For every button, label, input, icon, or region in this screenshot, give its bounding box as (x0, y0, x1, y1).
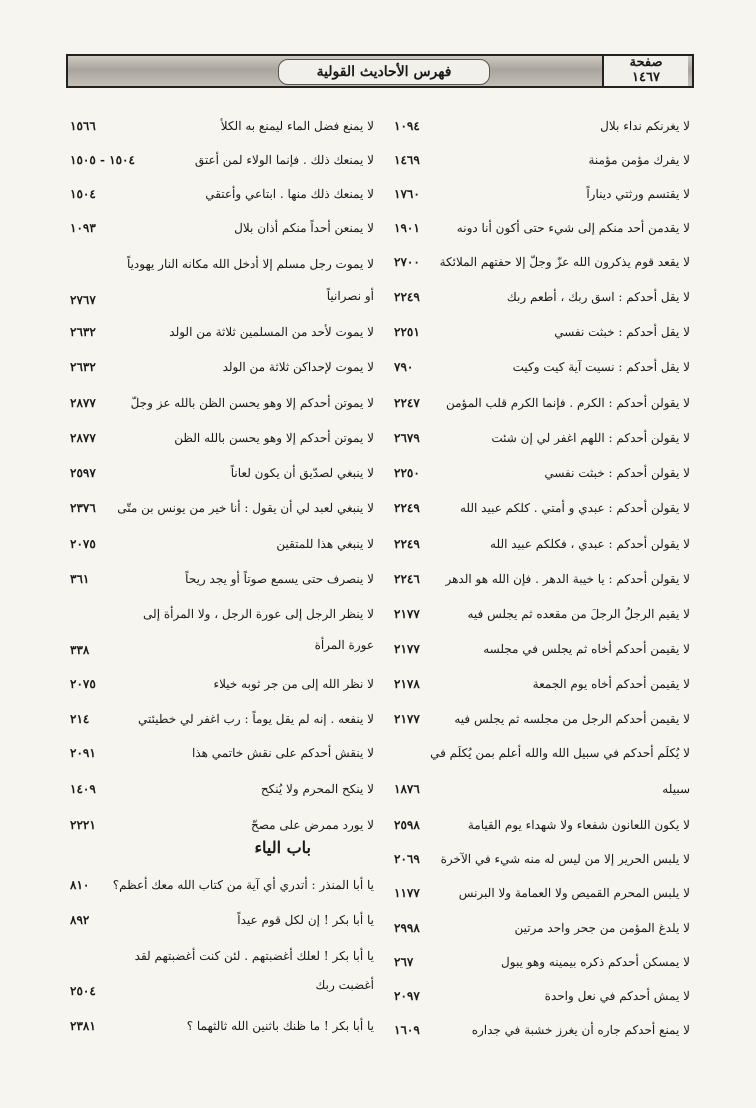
page-ref: ٢٠٧٥ (70, 537, 96, 551)
page-ref: ٢١٤ (70, 712, 90, 726)
page-ref: ١٤٠٩ (70, 782, 96, 796)
hadith-entry: لا ينظر الرجل إلى عورة الرجل ، ولا المرأة إلى (143, 607, 374, 621)
hadith-entry: لا يمنعك ذلك منها . ابتاعي وأعتقي (205, 187, 374, 201)
page-ref: ١٥٠٤ - ١٥٠٥ (70, 153, 135, 167)
page-ref: ٢٢٤٦ (394, 572, 420, 586)
page-ref: ١٦٠٩ (394, 1023, 420, 1037)
hadith-entry: لا ينبغي هذا للمتقين (276, 537, 374, 551)
hadith-entry: لا يقل أحدكم : اسق ربك ، أطعم ربك (506, 290, 690, 304)
hadith-entry: لا يقتسم ورثتي ديناراً (586, 187, 690, 201)
hadith-entry: أغضبت ربك (315, 978, 374, 992)
hadith-entry: لا يقيمن أحدكم أخاه يوم الجمعة (532, 677, 690, 691)
hadith-entry: لا يورد ممرض على مصحّ (251, 818, 374, 832)
page-ref: ٢٩٩٨ (394, 921, 420, 935)
hadith-entry: يا أبا المنذر : أتدري أي آية من كتاب الله معك أعظم؟ (112, 878, 374, 892)
page-ref: ٢٨٧٧ (70, 431, 96, 445)
page-ref: ٢١٧٧ (394, 712, 420, 726)
hadith-entry: لا ينبغي لعبد لي أن يقول : أنا خير من يونس بن متّى (117, 501, 374, 515)
hadith-entry: عورة المرأة (314, 638, 374, 652)
hadith-entry: لا يكون اللعانون شفعاء ولا شهداء يوم القيامة (467, 818, 690, 832)
hadith-entry: لا يمنعك ذلك . فإنما الولاء لمن أعتق (194, 153, 374, 167)
page-ref: ٢٧٦٧ (70, 293, 96, 307)
page-ref: ٢١٧٧ (394, 642, 420, 656)
hadith-entry: لا يقل أحدكم : خبثت نفسي (554, 325, 690, 339)
page-number: ١٤٦٧ (632, 70, 660, 85)
hadith-entry: لا ينكح المحرم ولا يُنكح (260, 782, 374, 796)
hadith-entry: لا يقل أحدكم : نسيت آية كيت وكيت (512, 360, 690, 374)
page-ref: ٢٠٧٥ (70, 677, 96, 691)
section-heading: باب الياء (254, 838, 311, 857)
page-ref: ٢٥٩٨ (394, 818, 420, 832)
hadith-entry: لا نظر الله إلى من جر ثوبه خيلاء (213, 677, 374, 691)
page-ref: ٢٦٧ (394, 955, 414, 969)
hadith-entry: لا يقولن أحدكم : الكرم . فإنما الكرم قلب المؤمن (445, 396, 690, 410)
hadith-entry: لا يموتن أحدكم إلا وهو يحسن الظن بالله عز وجلّ (130, 396, 374, 410)
hadith-entry: لا يقولن أحدكم : عبدي و أمتي . كلكم عبيد الله (459, 501, 690, 515)
page-ref: ٢٠٦٩ (394, 852, 420, 866)
page-ref: ٢٠٩٧ (394, 989, 420, 1003)
page-ref: ١٠٩٣ (70, 221, 96, 235)
hadith-entry: لا يقعد قوم يذكرون الله عزّ وجلّ إلا حفتهم الملائكة (439, 255, 690, 269)
page-ref: ٧٩٠ (394, 360, 414, 374)
page-ref: ١٠٩٤ (394, 119, 420, 133)
hadith-entry: يا أبا بكر ! إن لكل قوم عيداً (237, 913, 374, 927)
page-ref: ١٥٦٦ (70, 119, 96, 133)
page-ref: ٢٦٣٢ (70, 360, 96, 374)
page-ref: ٢٦٧٩ (394, 431, 420, 445)
page-ref: ٨١٠ (70, 878, 90, 892)
page-ref: ٢٢٤٩ (394, 501, 420, 515)
hadith-entry: لا يمنعن أحداً منكم أذان بلال (234, 221, 374, 235)
page-ref: ٢١٧٨ (394, 677, 420, 691)
page-ref: ١٤٦٩ (394, 153, 420, 167)
page-ref: ٢٥٠٤ (70, 984, 96, 998)
hadith-entry: لا يقدمن أحد منكم إلى شيء حتى أكون أنا دونه (456, 221, 690, 235)
hadith-entry: لا ينفعه . إنه لم يقل يوماً : رب اغفر لي خطيئتي (138, 712, 374, 726)
hadith-entry: لا يموت لأحد من المسلمين ثلاثة من الولد (169, 325, 374, 339)
page-header (66, 54, 694, 88)
page-ref: ٢٢٤٧ (394, 396, 420, 410)
hadith-entry: لا يموت رجل مسلم إلا أدخل الله مكانه النار يهودياً (126, 257, 374, 271)
hadith-entry: لا يقولن أحدكم : اللهم اغفر لي إن شئت (491, 431, 690, 445)
hadith-entry: يا أبا بكر ! ما ظنك باثنين الله ثالثهما ؟ (186, 1019, 374, 1033)
hadith-entry: لا يمسكن أحدكم ذكره بيمينه وهو يبول (501, 955, 690, 969)
page-ref: ٢٠٩١ (70, 746, 96, 760)
hadith-entry: لا يُكلَم أحدكم في سبيل الله والله أعلم بمن يُكلَم في (430, 746, 690, 760)
page-ref: ٢٢٤٩ (394, 290, 420, 304)
page-ref: ٢٢٥٠ (394, 466, 420, 480)
hadith-entry: لا يموتن أحدكم إلا وهو يحسن بالله الظن (174, 431, 374, 445)
page-ref: ٢٥٩٧ (70, 466, 96, 480)
hadith-entry: لا يغرنكم نداء بلال (600, 119, 690, 133)
page-ref: ٢٨٧٧ (70, 396, 96, 410)
hadith-entry: لا يقولن أحدكم : يا خيبة الدهر . فإن الله هو الدهر (445, 572, 690, 586)
page-ref: ٢٣٨١ (70, 1019, 96, 1033)
hadith-entry: لا ينصرف حتى يسمع صوتاً أو يجد ريحاً (185, 572, 374, 586)
hadith-entry: لا يمنع فضل الماء ليمنع به الكلأ (220, 119, 374, 133)
hadith-entry: لا يمنع أحدكم جاره أن يغرز خشبة في جداره (471, 1023, 690, 1037)
hadith-entry: لا يمش أحدكم في نعل واحدة (544, 989, 690, 1003)
hadith-entry: لا ينقش أحدكم على نقش خاتمي هذا (192, 746, 374, 760)
hadith-entry: لا يقيم الرجلُ الرجلَ من مقعده ثم يجلس فيه (467, 607, 690, 621)
hadith-entry: يا أبا بكر ! لعلك أغضبتهم . لئن كنت أغضبتهم لقد (134, 949, 374, 963)
page-ref: ١١٧٧ (394, 886, 420, 900)
hadith-entry: لا يلبس المحرم القميص ولا العمامة ولا البرنس (458, 886, 690, 900)
hadith-entry: أو نصرانياً (326, 289, 374, 303)
hadith-entry: لا يلدغ المؤمن من جحر واحد مرتين (514, 921, 690, 935)
page-ref: ٢١٧٧ (394, 607, 420, 621)
hadith-entry: لا يفرك مؤمن مؤمنة (588, 153, 690, 167)
page-label: صفحة (629, 55, 663, 70)
page-number-box (602, 56, 688, 86)
page-ref: ٢٢٥١ (394, 325, 420, 339)
hadith-entry: لا ينبغي لصدّيق أن يكون لعاناً (230, 466, 374, 480)
hadith-entry: لا يقولن أحدكم : عبدي ، فكلكم عبيد الله (490, 537, 690, 551)
hadith-entry: لا يقيمن أحدكم الرجل من مجلسه ثم يجلس فيه (454, 712, 690, 726)
hadith-entry: لا يموت لإحداكن ثلاثة من الولد (222, 360, 374, 374)
hadith-entry: لا يقولن أحدكم : خبثت نفسي (544, 466, 690, 480)
page-ref: ٨٩٢ (70, 913, 90, 927)
hadith-entry: سبيله (662, 782, 690, 796)
page-ref: ٢٣٧٦ (70, 501, 96, 515)
page-ref: ٣٦١ (70, 572, 90, 586)
hadith-entry: لا يلبس الحرير إلا من ليس له منه شيء في الآخرة (440, 852, 690, 866)
page-ref: ١٥٠٤ (70, 187, 96, 201)
page-ref: ٣٣٨ (70, 643, 90, 657)
page-ref: ٢٦٣٢ (70, 325, 96, 339)
page-ref: ١٩٠١ (394, 221, 420, 235)
page-ref: ١٧٦٠ (394, 187, 420, 201)
page-title: فهرس الأحاديث القولية (278, 59, 490, 85)
page-ref: ٢٢٢١ (70, 818, 96, 832)
hadith-entry: لا يقيمن أحدكم أخاه ثم يجلس في مجلسه (483, 642, 690, 656)
page-ref: ٢٢٤٩ (394, 537, 420, 551)
page-ref: ٢٧٠٠ (394, 255, 420, 269)
page-ref: ١٨٧٦ (394, 782, 420, 796)
